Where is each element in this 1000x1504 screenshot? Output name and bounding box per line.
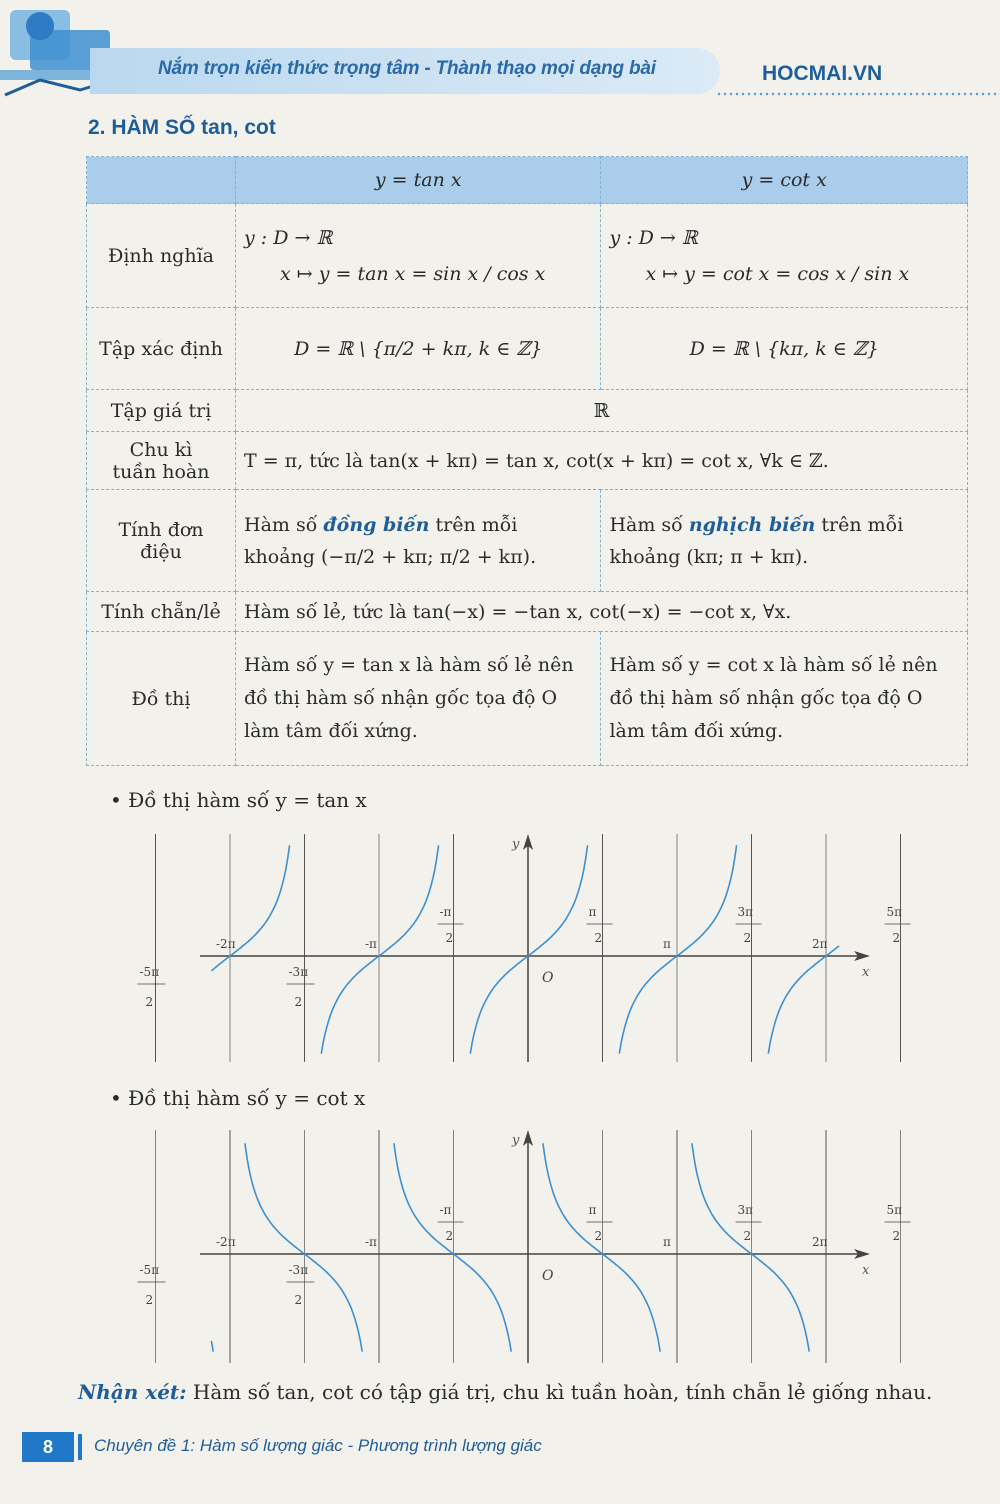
tick-label-numerator: 5π: [886, 905, 903, 919]
header-divider: [716, 92, 1000, 96]
origin-label: O: [542, 1268, 554, 1284]
x-axis-label: x: [862, 1263, 870, 1278]
curve-branch: [211, 845, 289, 971]
row-label-graph: Đồ thị: [87, 632, 236, 766]
footer-chapter: Chuyên đề 1: Hàm số lượng giác - Phương trình lượng giác: [94, 1436, 542, 1455]
header-tan: y = tan x: [236, 157, 601, 204]
tan-mono-suffix: trên mỗi: [435, 513, 518, 536]
remark: [78, 1380, 932, 1404]
cot-mono-emph: nghịch biến: [688, 513, 816, 536]
tan-graph: [0, 822, 1000, 1072]
tick-label-numerator: 2π: [812, 937, 828, 951]
tan-caption-text: Đồ thị hàm số y = tan x: [128, 788, 367, 812]
y-axis-label: y: [512, 1133, 520, 1148]
tick-label-numerator: -5π: [139, 1263, 160, 1277]
tick-label-denominator: 2: [594, 1229, 603, 1243]
table-row: [87, 390, 968, 432]
tan-mono-line2: khoảng (−π/2 + kπ; π/2 + kπ).: [244, 545, 537, 568]
tan-def-line2: x ↦ y = tan x = sin x / cos x: [280, 262, 546, 285]
tick-label-denominator: 2: [145, 995, 154, 1009]
monotonic-label-line1: Tính đơn: [118, 518, 204, 541]
header-slogan: Nắm trọn kiến thức trọng tâm - Thành thạo mọi dạng bài: [158, 58, 656, 79]
tick-label-numerator: 3π: [737, 905, 754, 919]
tick-label-numerator: -2π: [216, 1235, 236, 1249]
cot-def-line2: x ↦ y = cot x = cos x / sin x: [645, 262, 910, 285]
monotonic-label-line2: điệu: [140, 540, 182, 563]
tick-label-denominator: 2: [145, 1293, 154, 1307]
tick-label-numerator: -5π: [139, 965, 160, 979]
row-label-domain: Tập xác định: [87, 308, 236, 390]
table-row: [87, 592, 968, 632]
remark-text: Hàm số tan, cot có tập giá trị, chu kì tuần hoàn, tính chẵn lẻ giống nhau.: [192, 1380, 933, 1404]
cell-period: T = π, tức là tan(x + kπ) = tan x, cot(x + kπ) = cot x, ∀k ∈ ℤ.: [236, 432, 968, 490]
curve-branch: [619, 845, 736, 1053]
page-number: 8: [22, 1432, 74, 1462]
cell-tan-domain: D = ℝ \ {π/2 + kπ, k ∈ ℤ}: [236, 308, 601, 390]
table-header-row: [87, 157, 968, 204]
cot-def-line1: y : D → ℝ: [609, 226, 698, 249]
curve-branch: [543, 1143, 660, 1351]
tick-label-numerator: π: [663, 1235, 671, 1249]
tick-label-denominator: 2: [445, 931, 454, 945]
tick-label-numerator: π: [663, 937, 671, 951]
cell-tan-definition: [236, 204, 601, 308]
row-label-definition: Định nghĩa: [87, 204, 236, 308]
tan-mono-emph: đồng biến: [323, 513, 430, 536]
curve-branch: [394, 1143, 511, 1351]
cot-mono-suffix: trên mỗi: [821, 513, 904, 536]
curve-branch: [245, 1143, 362, 1351]
tick-label-numerator: π: [588, 1203, 597, 1217]
tick-label-numerator: 2π: [812, 1235, 828, 1249]
properties-table: [86, 156, 968, 766]
tick-label-denominator: 2: [743, 931, 752, 945]
header-banner: [0, 0, 1000, 110]
tick-label-denominator: 2: [294, 1293, 303, 1307]
cell-cot-definition: [601, 204, 968, 308]
tan-def-line1: y : D → ℝ: [244, 226, 333, 249]
tick-label-numerator: -3π: [288, 1263, 309, 1277]
table-row: [87, 308, 968, 390]
tick-label-numerator: 3π: [737, 1203, 754, 1217]
curve-branch: [692, 1143, 809, 1351]
cot-graph: [0, 1118, 1000, 1373]
cell-range: ℝ: [236, 390, 968, 432]
table-row: [87, 432, 968, 490]
section-title: 2. HÀM SỐ tan, cot: [88, 116, 276, 139]
tick-label-numerator: -2π: [216, 937, 236, 951]
period-label-line1: Chu kì: [129, 438, 193, 461]
tan-mono-prefix: Hàm số: [244, 513, 318, 536]
cot-mono-prefix: Hàm số: [609, 513, 683, 536]
x-axis-label: x: [862, 965, 870, 980]
y-axis-label: y: [512, 837, 520, 852]
tick-label-denominator: 2: [594, 931, 603, 945]
tick-label-numerator: -π: [365, 937, 377, 951]
footer-divider: [78, 1434, 82, 1460]
row-label-monotonic: [87, 490, 236, 592]
tan-graph-caption: • Đồ thị hàm số y = tan x: [110, 788, 367, 812]
table-row: [87, 490, 968, 592]
cell-tan-monotonic: [236, 490, 601, 592]
tick-label-numerator: -π: [439, 1203, 452, 1217]
curve-branch: [321, 845, 438, 1053]
curve-branch: [768, 946, 839, 1054]
header-cot: y = cot x: [601, 157, 968, 204]
origin-label: O: [542, 970, 554, 986]
row-label-range: Tập giá trị: [87, 390, 236, 432]
tick-label-numerator: 5π: [886, 1203, 903, 1217]
period-label-line2: tuần hoàn: [112, 460, 210, 483]
cot-graph-caption: • Đồ thị hàm số y = cot x: [110, 1086, 366, 1110]
tick-label-denominator: 2: [892, 931, 901, 945]
cot-mono-line2: khoảng (kπ; π + kπ).: [609, 545, 809, 568]
tick-label-numerator: -3π: [288, 965, 309, 979]
remark-label: Nhận xét:: [78, 1380, 187, 1404]
table-row: [87, 632, 968, 766]
cell-cot-graph: Hàm số y = cot x là hàm số lẻ nên đồ thị hàm số nhận gốc tọa độ O làm tâm đối xứng.: [601, 632, 968, 766]
cell-cot-monotonic: [601, 490, 968, 592]
curve-branch: [211, 1341, 213, 1352]
cell-parity: Hàm số lẻ, tức là tan(−x) = −tan x, cot(−x) = −cot x, ∀x.: [236, 592, 968, 632]
cell-cot-domain: D = ℝ \ {kπ, k ∈ ℤ}: [601, 308, 968, 390]
tick-label-denominator: 2: [294, 995, 303, 1009]
tick-label-numerator: π: [588, 905, 597, 919]
header-empty-cell: [87, 157, 236, 204]
cell-tan-graph: Hàm số y = tan x là hàm số lẻ nên đồ thị hàm số nhận gốc tọa độ O làm tâm đối xứng.: [236, 632, 601, 766]
brand-logo: HOCMAI.VN: [762, 62, 883, 85]
tick-label-denominator: 2: [892, 1229, 901, 1243]
row-label-period: [87, 432, 236, 490]
cot-caption-text: Đồ thị hàm số y = cot x: [128, 1086, 366, 1110]
tick-label-numerator: -π: [439, 905, 452, 919]
tick-label-denominator: 2: [445, 1229, 454, 1243]
tick-label-denominator: 2: [743, 1229, 752, 1243]
curve-branch: [470, 845, 587, 1053]
row-label-parity: Tính chẵn/lẻ: [87, 592, 236, 632]
table-row: [87, 204, 968, 308]
tick-label-numerator: -π: [365, 1235, 377, 1249]
